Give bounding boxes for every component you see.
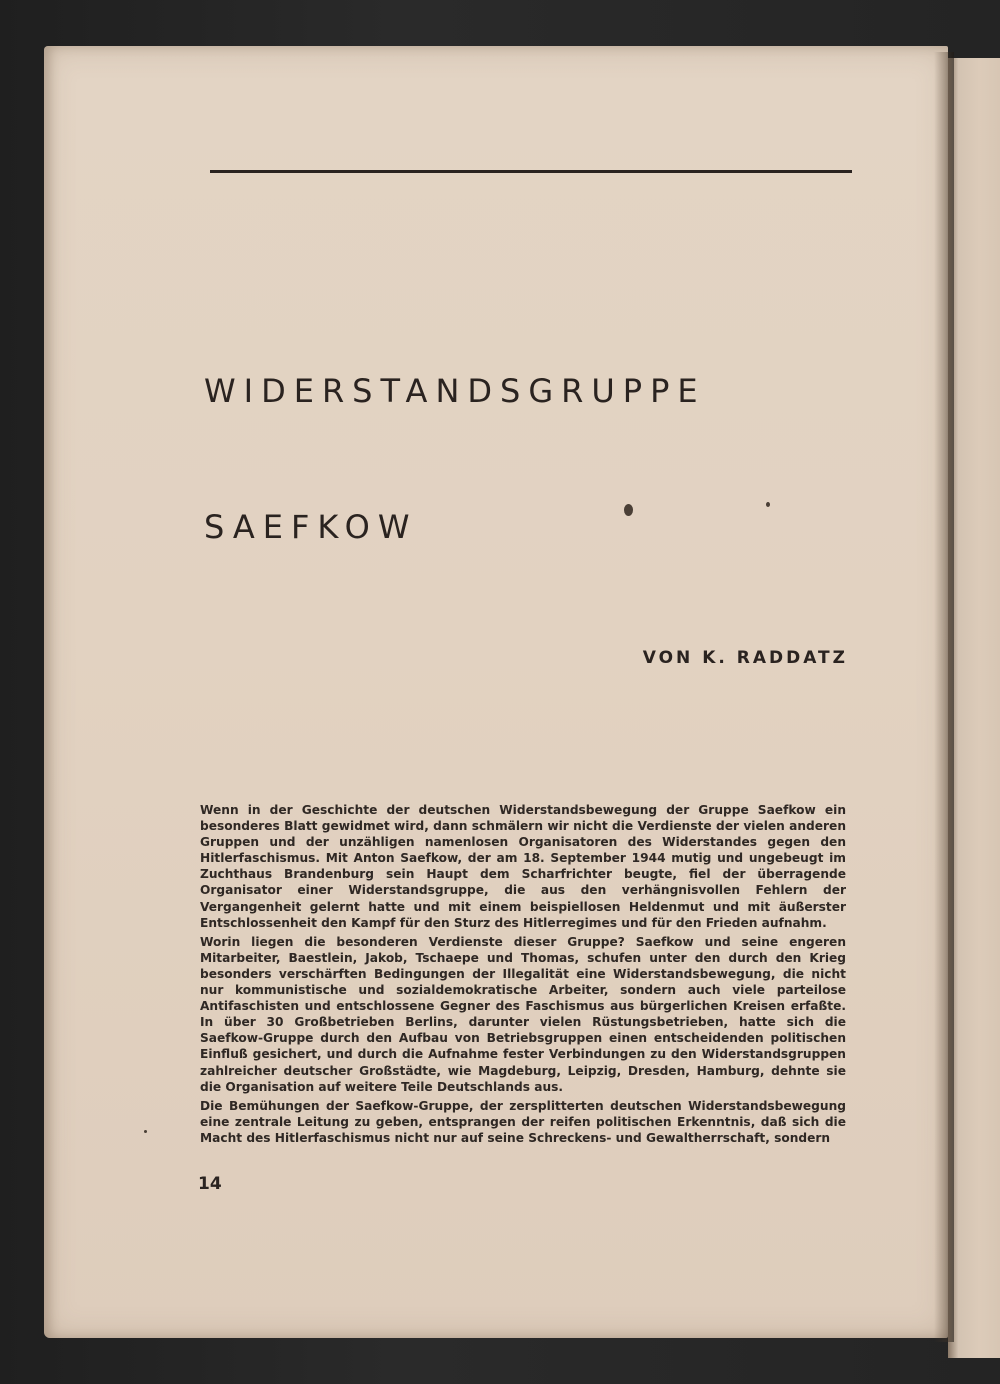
page-number: 14 — [198, 1174, 222, 1194]
page-gutter-shadow — [934, 52, 954, 1342]
facing-page-edge — [948, 58, 1000, 1358]
ink-speck — [624, 504, 633, 516]
header-rule — [210, 170, 852, 173]
book-page — [44, 46, 948, 1338]
paragraph-3: Die Bemühungen der Saefkow-Gruppe, der zersplitterten deutschen Widerstandsbewegung eine zentrale Leitung zu geben, entsprangen der reifen politischen Erkenntnis, daß sich die Macht des Hitlerfaschismus nicht nur auf seine Schreckens- und Gewaltherrschaft, sondern — [200, 1098, 846, 1145]
article-body — [200, 802, 846, 1149]
ink-speck — [144, 1130, 147, 1133]
ink-speck — [766, 502, 770, 507]
title-line-1: WIDERSTANDSGRUPPE — [204, 372, 706, 410]
title-line-2: SAEFKOW — [204, 508, 418, 546]
paragraph-2: Worin liegen die besonderen Verdienste dieser Gruppe? Saefkow und seine engeren Mitarbeiter, Baestlein, Jakob, Tschaepe und Thomas, schufen unter den durch den Krieg besonders verschärften Bedingungen der Illegalität eine Widerstandsbewegung, die nicht nur kommunistische und sozialdemokratische Arbeiter, sondern auch viele parteilose Antifaschisten und entschlossene Gegner des Faschismus aus bürgerlichen Kreisen erfaßte. In über 30 Großbetrieben Berlins, darunter vielen Rüstungsbetrieben, hatte sich die Saefkow-Gruppe durch den Aufbau von Betriebsgruppen einen entscheidenden politischen Einfluß gesichert, und durch die Aufnahme fester Verbindungen zu den Widerstandsgruppen zahlreicher deutscher Großstädte, wie Magdeburg, Leipzig, Dresden, Hamburg, dehnte sie die Organisation auf weitere Teile Deutschlands aus. — [200, 934, 846, 1094]
paragraph-1: Wenn in der Geschichte der deutschen Widerstandsbewegung der Gruppe Saefkow ein besonderes Blatt gewidmet wird, dann schmälern wir nicht die Verdienste der vielen anderen Gruppen und der unzähligen namenlosen Organisatoren des Widerstandes gegen den Hitlerfaschismus. Mit Anton Saefkow, der am 18. September 1944 mutig und ungebeugt im Zuchthaus Brandenburg sein Haupt dem Scharfrichter beugte, fiel der überragende Organisator einer Widerstandsgruppe, die aus den verhängnisvollen Fehlern der Vergangenheit gelernt hatte und mit einem beispiellosen Heldenmut und mit äußerster Entschlossenheit den Kampf für den Sturz des Hitlerregimes und für den Frieden aufnahm. — [200, 803, 846, 930]
author-byline: VON K. RADDATZ — [642, 648, 848, 668]
